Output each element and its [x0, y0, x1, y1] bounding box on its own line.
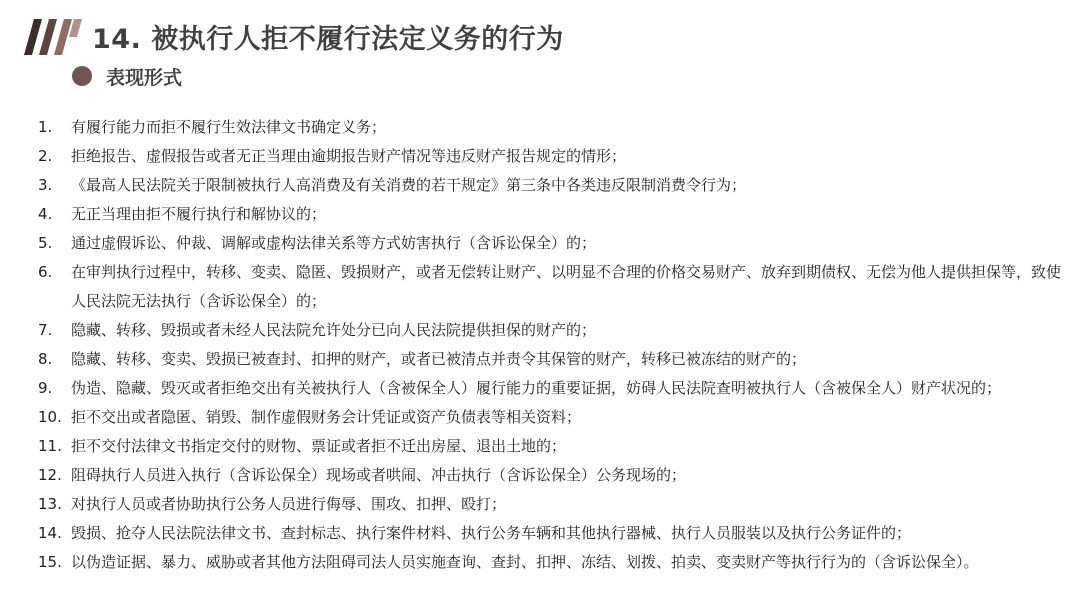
list-item-text: 无正当理由拒不履行执行和解协议的；: [71, 205, 327, 223]
section-title: 表现形式: [106, 67, 183, 89]
list-item-text: 拒绝报告、虚假报告或者无正当理由逾期报告财产情况等违反财产报告规定的情形；: [71, 147, 627, 165]
list-item-number: 3.: [38, 176, 53, 194]
list-item-number: 10.: [38, 408, 62, 426]
list-item: [38, 403, 1068, 432]
list-item-text: 通过虚假诉讼、仲裁、调解或虚构法律关系等方式妨害执行（含诉讼保全）的；: [71, 234, 597, 252]
list-item-text: 隐藏、转移、变卖、毁损已被查封、扣押的财产，或者已被清点并责令其保管的财产，转移已被冻结的财产的；: [71, 350, 807, 368]
list-item-text: 隐藏、转移、毁损或者未经人民法院允许处分已向人民法院提供担保的财产的；: [71, 321, 597, 339]
list-item: [38, 490, 1068, 519]
page-title: 14. 被执行人拒不履行法定义务的行为: [92, 24, 564, 55]
list-item-number: 9.: [38, 379, 53, 397]
list-item-text: 拒不交付法律文书指定交付的财物、票证或者拒不迁出房屋、退出土地的；: [71, 437, 567, 455]
list-item-number: 2.: [38, 147, 53, 165]
list-item: [38, 200, 1068, 229]
list-item: [38, 316, 1068, 345]
list-item: [38, 171, 1068, 200]
list-item-text: 《最高人民法院关于限制被执行人高消费及有关消费的若干规定》第三条中各类违反限制消费令行为；: [71, 176, 747, 194]
rules-list: [38, 113, 1068, 577]
list-item: [38, 548, 1068, 577]
list-item-text: 对执行人员或者协助执行公务人员进行侮辱、围攻、扣押、殴打；: [71, 495, 507, 513]
section-bullet-icon: [72, 66, 92, 86]
list-item-number: 5.: [38, 234, 53, 252]
list-item-text: 毁损、抢夺人民法院法律文书、查封标志、执行案件材料、执行公务车辆和其他执行器械、执行人员服装以及执行公务证件的；: [71, 524, 912, 542]
list-item-number: 13.: [38, 495, 62, 513]
list-item-number: 8.: [38, 350, 53, 368]
list-item-text: 阻碍执行人员进入执行（含诉讼保全）现场或者哄闹、冲击执行（含诉讼保全）公务现场的；: [71, 466, 687, 484]
list-item-text: 拒不交出或者隐匿、销毁、制作虚假财务会计凭证或资产负债表等相关资料；: [71, 408, 582, 426]
list-item: [38, 113, 1068, 142]
list-item-text: 在审判执行过程中，转移、变卖、隐匿、毁损财产，或者无偿转让财产、以明显不合理的价格交易财产、放弃到期债权、无偿为他人提供担保等，致使人民法院无法执行（含诉讼保全）的；: [71, 263, 1062, 310]
list-item-number: 4.: [38, 205, 53, 223]
list-item-text: 以伪造证据、暴力、威胁或者其他方法阻碍司法人员实施查询、查封、扣押、冻结、划拨、拍卖、变卖财产等执行行为的（含诉讼保全）。: [71, 553, 979, 571]
list-item-number: 7.: [38, 321, 53, 339]
list-item-number: 6.: [38, 263, 53, 281]
title-slashes-icon: [24, 19, 82, 55]
list-item-number: 11.: [38, 437, 62, 455]
list-item: [38, 142, 1068, 171]
list-item: [38, 374, 1068, 403]
list-item-number: 15.: [38, 553, 62, 571]
list-item: [38, 519, 1068, 548]
list-item-number: 12.: [38, 466, 62, 484]
list-item: [38, 461, 1068, 490]
list-item: [38, 229, 1068, 258]
list-item: [38, 432, 1068, 461]
list-item-number: 14.: [38, 524, 62, 542]
list-item-text: 伪造、隐藏、毁灭或者拒绝交出有关被执行人（含被保全人）履行能力的重要证据，妨碍人民法院查明被执行人（含被保全人）财产状况的；: [71, 379, 1002, 397]
list-item: [38, 258, 1068, 316]
list-item-text: 有履行能力而拒不履行生效法律文书确定义务；: [71, 118, 387, 136]
list-item: [38, 345, 1068, 374]
list-item-number: 1.: [38, 118, 53, 136]
